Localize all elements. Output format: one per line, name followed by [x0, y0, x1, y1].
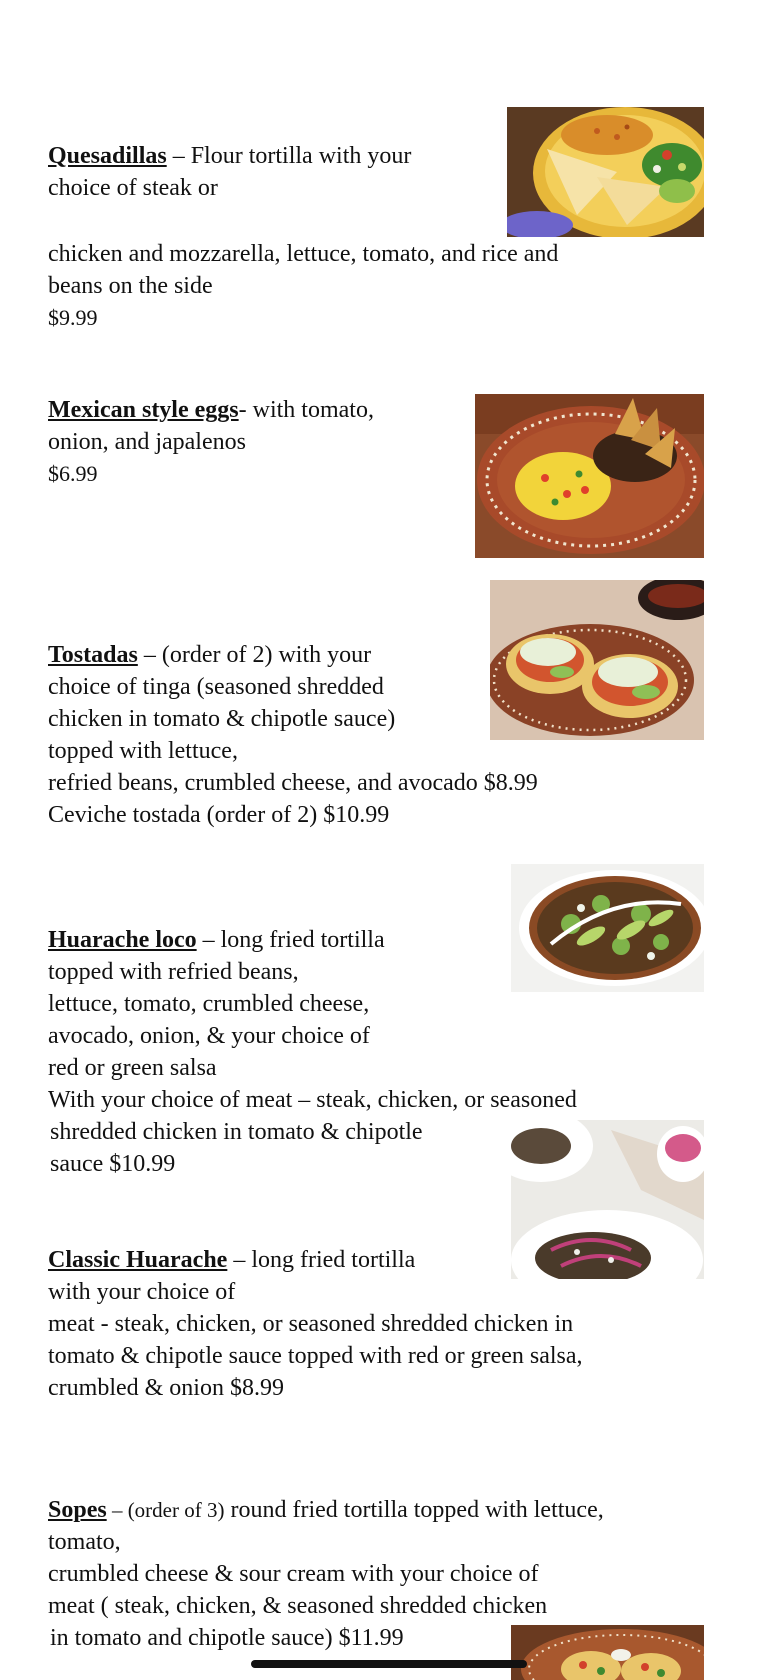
- tostadas-photo: [490, 580, 704, 740]
- quesadillas-line1: [48, 140, 411, 173]
- huarache-loco-desc-line: shredded chicken in tomato & chipotle: [50, 1119, 423, 1145]
- eggs-name: Mexican style eggs: [48, 397, 239, 423]
- classic-huarache-desc-line: meat - steak, chicken, or seasoned shredded chicken in: [48, 1311, 574, 1337]
- quesadillas-desc-start: Flour tortilla with your: [190, 143, 412, 169]
- eggs-price: $6.99: [48, 461, 98, 486]
- quesadillas-desc-line: choice of steak or: [48, 175, 218, 201]
- huarache-loco-desc-start: – long fried tortilla: [196, 927, 385, 953]
- eggs-desc-line: onion, and japalenos: [48, 429, 246, 455]
- tostadas-desc-line: topped with lettuce,: [48, 738, 238, 764]
- quesadillas-photo: [507, 107, 704, 237]
- tostadas-desc-line: choice of tinga (seasoned shredded: [48, 674, 384, 700]
- tostadas-line1: [48, 639, 371, 672]
- quesadillas-desc-line: chicken and mozzarella, lettuce, tomato, and rice and: [48, 241, 559, 267]
- ceviche-tostada-line: Ceviche tostada (order of 2) $10.99: [48, 802, 390, 828]
- tostadas-desc-line: chicken in tomato & chipotle sauce): [48, 706, 396, 732]
- classic-huarache-price-line: crumbled & onion $8.99: [48, 1375, 284, 1401]
- sopes-desc-line: crumbled cheese & sour cream with your choice of: [48, 1561, 539, 1587]
- huarache-loco-photo: [511, 864, 704, 992]
- huarache-loco-line1: [48, 924, 385, 957]
- huarache-loco-desc-line: lettuce, tomato, crumbled cheese,: [48, 991, 370, 1017]
- sopes-price-line: in tomato and chipotle sauce) $11.99: [50, 1625, 404, 1651]
- sopes-photo: [511, 1625, 704, 1680]
- classic-huarache-desc-line: tomato & chipotle sauce topped with red or green salsa,: [48, 1343, 583, 1369]
- sopes-line1: [48, 1494, 604, 1527]
- sopes-desc-start: round fried tortilla topped with lettuce,: [224, 1497, 604, 1523]
- quesadillas-desc-line: beans on the side: [48, 273, 213, 299]
- quesadillas-sep: –: [166, 143, 191, 169]
- sopes-desc-line: tomato,: [48, 1529, 121, 1555]
- classic-huarache-line1: [48, 1244, 415, 1277]
- home-indicator-bar[interactable]: [251, 1660, 527, 1668]
- huarache-loco-price-line: sauce $10.99: [50, 1151, 176, 1177]
- huarache-loco-name: Huarache loco: [48, 927, 197, 953]
- quesadillas-price: $9.99: [48, 305, 98, 330]
- eggs-line1: [48, 394, 374, 427]
- classic-huarache-desc-line: with your choice of: [48, 1279, 236, 1305]
- huarache-loco-desc-line: topped with refried beans,: [48, 959, 299, 985]
- sopes-desc-line: meat ( steak, chicken, & seasoned shredded chicken: [48, 1593, 548, 1619]
- huarache-loco-desc-line: red or green salsa: [48, 1055, 217, 1081]
- huarache-loco-desc-line: avocado, onion, & your choice of: [48, 1023, 370, 1049]
- classic-huarache-name: Classic Huarache: [48, 1247, 228, 1273]
- eggs-desc-start: - with tomato,: [238, 397, 374, 423]
- huarache-plate-photo: [511, 1120, 704, 1279]
- huarache-loco-desc-line: With your choice of meat – steak, chicken, or seasoned: [48, 1087, 577, 1113]
- classic-huarache-desc-start: – long fried tortilla: [227, 1247, 416, 1273]
- sopes-order-note: – (order of 3): [106, 1498, 225, 1522]
- tostadas-name: Tostadas: [48, 642, 138, 668]
- tostadas-desc-line: refried beans, crumbled cheese, and avocado $8.99: [48, 770, 538, 796]
- tostadas-desc-start: – (order of 2) with your: [137, 642, 372, 668]
- sopes-name: Sopes: [48, 1497, 107, 1523]
- quesadillas-name: Quesadillas: [48, 143, 167, 169]
- eggs-photo: [475, 394, 704, 558]
